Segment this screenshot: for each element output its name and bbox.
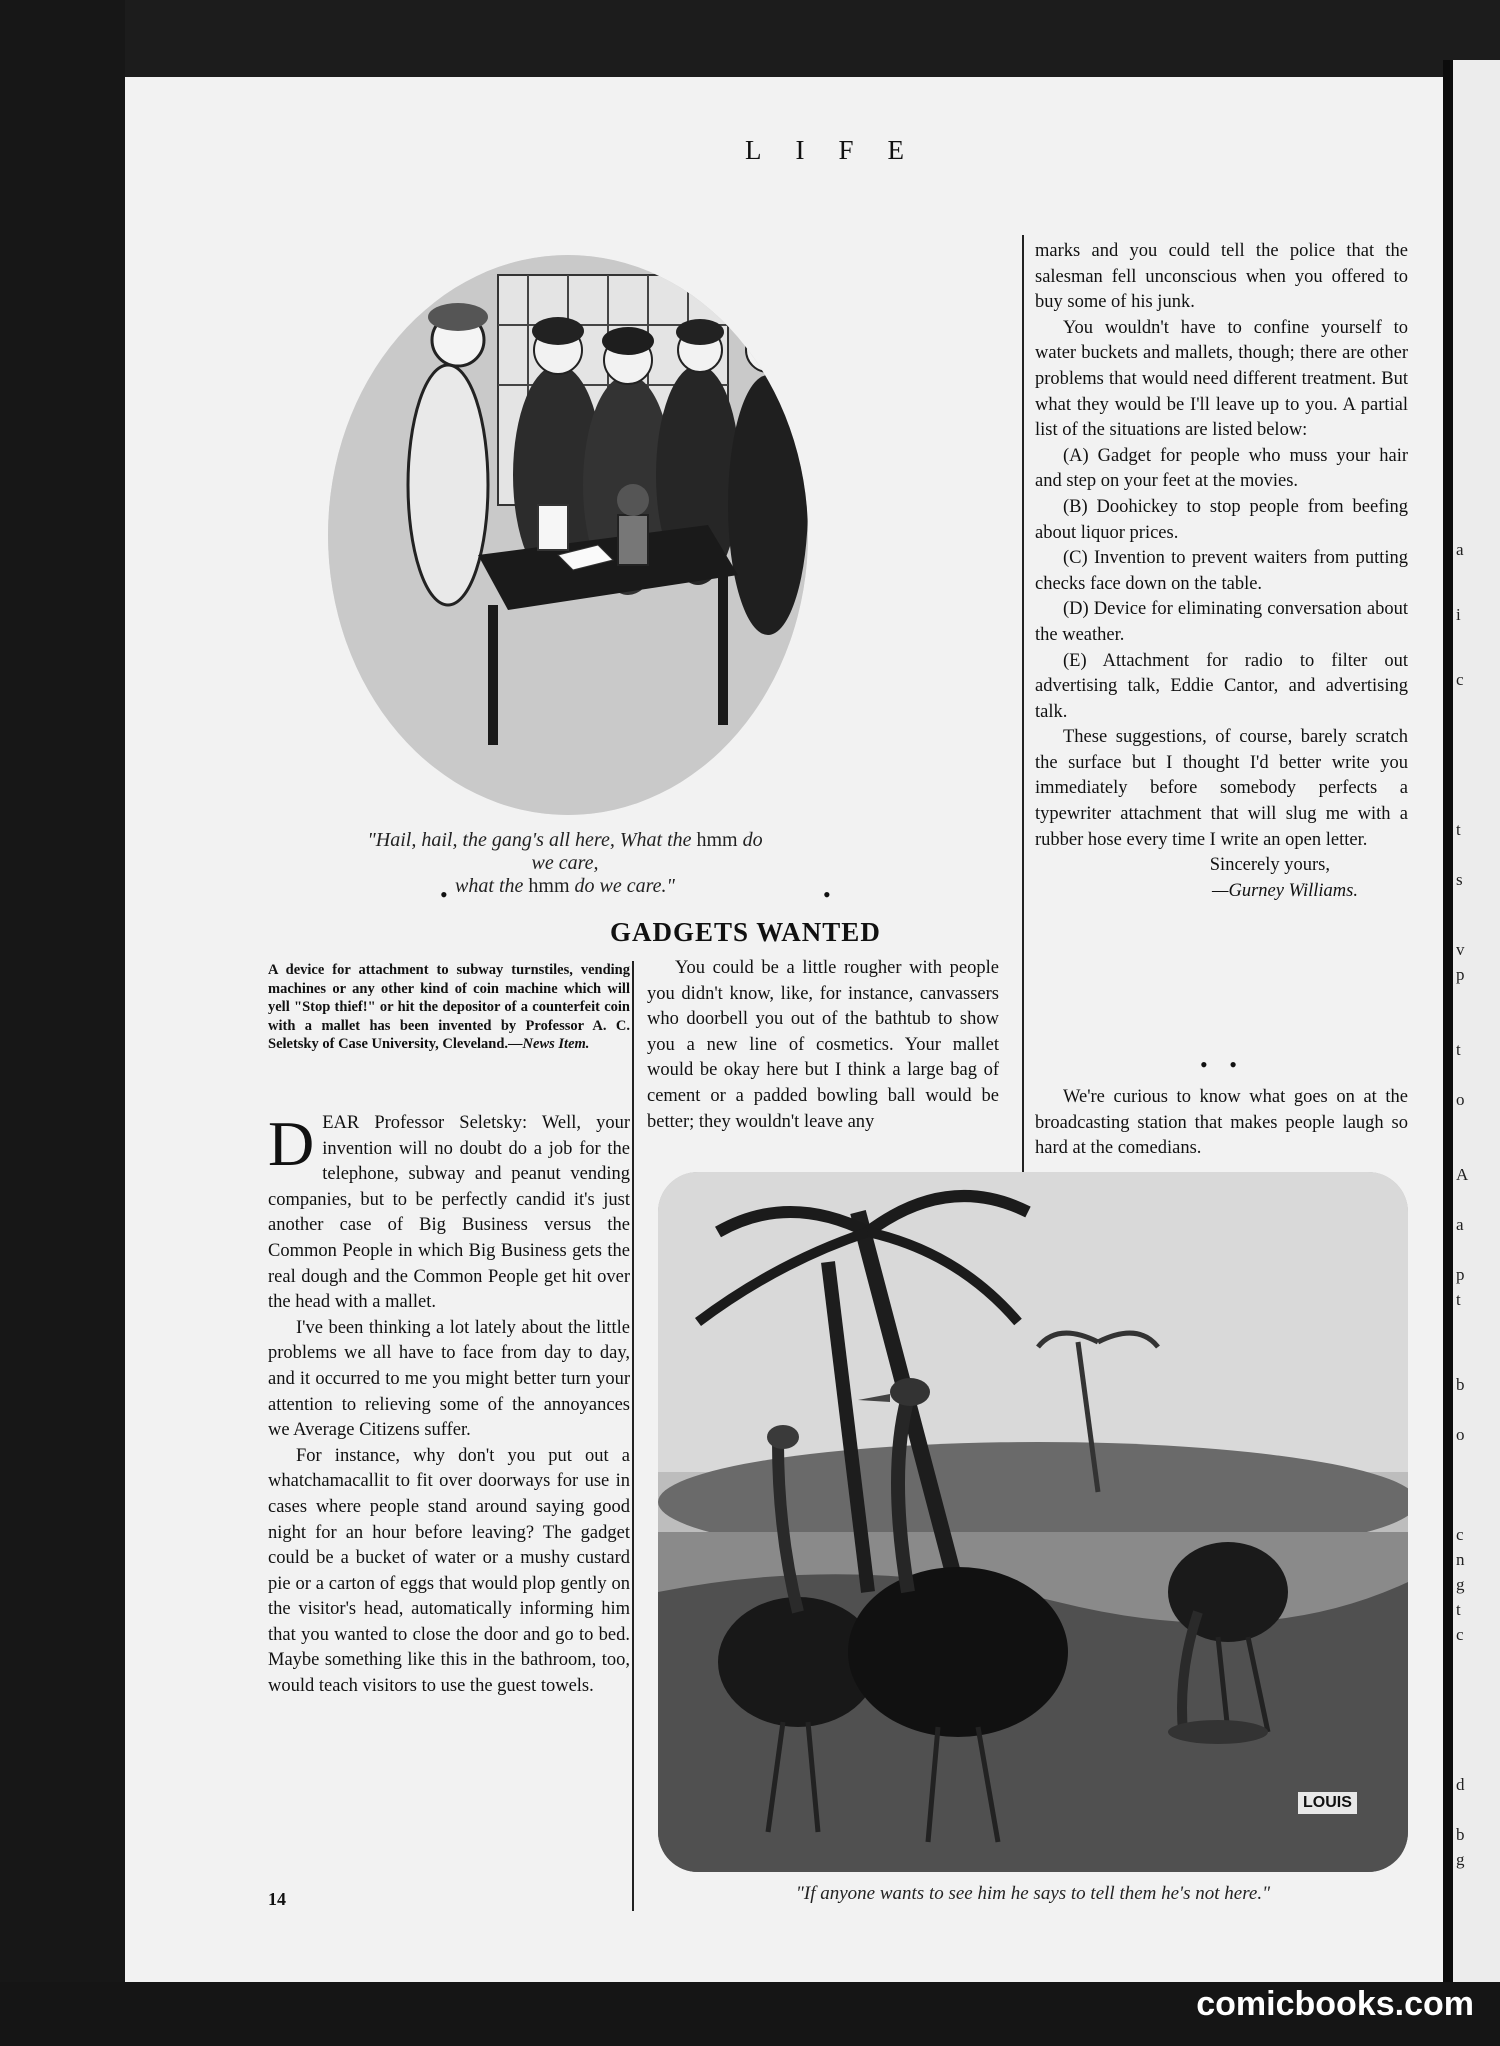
magazine-title: LIFE	[745, 135, 938, 165]
article-intro: A device for attachment to subway turnstiles, vending machines or any other kind of coin machine which will yell "Stop thief!" or hit the depositor of a counterfeit coin with a mallet has been invented by Professor A. C. Seletsky of Case University, Cleveland.—News Item.	[268, 962, 630, 1052]
ostrich-scene-drawing	[658, 1172, 1408, 1872]
caption-line1-b: hmm	[696, 829, 738, 851]
article-column-2	[647, 956, 999, 1135]
next-page-fragment: i	[1456, 605, 1461, 624]
next-page-fragment: o	[1456, 1090, 1465, 1109]
caption-line2-c: do we care."	[569, 875, 675, 897]
col3-list-d: (D) Device for eliminating conversation about the weather.	[1035, 599, 1408, 645]
next-page-fragment: t	[1456, 1600, 1461, 1619]
next-page-fragment: g	[1456, 1575, 1465, 1594]
drop-cap: D	[268, 1108, 315, 1179]
separator-bullets-col3: • •	[1200, 1052, 1245, 1077]
bottom-cartoon-caption: "If anyone wants to see him he says to tell them he's not here."	[795, 1883, 1271, 1904]
col3-list-a: (A) Gadget for people who muss your hair and step on your feet at the movies.	[1035, 445, 1408, 492]
col3-list-e: (E) Attachment for radio to filter out advertising talk, Eddie Cantor, and advertising talk.	[1035, 650, 1408, 722]
next-page-fragment: g	[1456, 1850, 1465, 1869]
next-page-fragment: t	[1456, 1040, 1461, 1059]
next-page-fragment: c	[1456, 670, 1464, 689]
col2-paragraph-1: You could be a little rougher with people you didn't know, like, for instance, canvassers who doorbell you out of the bathtub to show you a new line of cosmetics. Your mallet would be okay here but I think a large bag of cement or a padded bowling ball would be better; they wouldn't leave any	[647, 958, 999, 1132]
article-headline: GADGETS WANTED	[610, 917, 881, 947]
next-page-fragment: n	[1456, 1550, 1465, 1569]
separator-bullet-right: •	[823, 882, 831, 907]
article-column-3	[1035, 239, 1408, 904]
party-crowd-drawing	[328, 255, 808, 815]
col3-list-b: (B) Doohickey to stop people from beefing about liquor prices.	[1035, 496, 1408, 543]
intro-text: A device for attachment to subway turnstiles, vending machines or any other kind of coin machine which will yell "Stop thief!" or hit the depositor of a counterfeit coin with a mallet has been invented by Professor A. C. Seletsky of Case University, Cleveland.	[268, 962, 630, 1052]
next-page-fragment: A	[1456, 1165, 1469, 1184]
col1-paragraph-2: I've been thinking a lot lately about the little problems we all have to face from day to day, and it occurred to me you might better turn your attention to relieving some of the annoyances we Average Citizens suffer.	[268, 1317, 630, 1441]
next-page-fragment: p	[1456, 1265, 1465, 1284]
intro-source: News Item.	[522, 1036, 590, 1052]
column-rule-left	[632, 961, 634, 1911]
col3-paragraph-closing: These suggestions, of course, barely scratch the surface but I thought I'd better write you immediately before somebody perfects a typewriter attachment that will slug me with a rubber hose every time I write an open letter.	[1035, 727, 1408, 850]
next-page-fragment: p	[1456, 965, 1465, 984]
caption-line2-a: what the	[455, 875, 529, 897]
article-column-1	[268, 1108, 630, 1700]
next-page-fragment: d	[1456, 1775, 1465, 1794]
next-page-fragment: t	[1456, 820, 1461, 839]
next-page-fragment: a	[1456, 540, 1464, 559]
top-cartoon-caption	[355, 829, 775, 898]
col3-list-c: (C) Invention to prevent waiters from putting checks face down on the table.	[1035, 548, 1408, 594]
page-gutter	[1443, 60, 1453, 1990]
caption-line1-c: do we care,	[531, 829, 763, 874]
caption-line1-a: "Hail, hail, the gang's all here, What the	[367, 829, 697, 851]
scan-border-left	[0, 0, 125, 2046]
site-watermark: comicbooks.com	[1196, 1985, 1474, 2023]
magazine-page	[125, 77, 1443, 1982]
article-column-3-next	[1035, 1085, 1408, 1162]
bottom-cartoon-illustration	[658, 1172, 1408, 1872]
next-page-fragment: b	[1456, 1825, 1465, 1844]
author-signature: —Gurney Williams.	[1212, 880, 1358, 901]
next-page-fragment: c	[1456, 1625, 1464, 1644]
col3-next-paragraph: We're curious to know what goes on at the broadcasting station that makes people laugh so hard at the comedians.	[1035, 1087, 1408, 1159]
next-page-fragment: o	[1456, 1425, 1465, 1444]
next-page-fragment: a	[1456, 1215, 1464, 1234]
col1-paragraph-3: For instance, why don't you put out a whatchamacallit to fit over doorways for use in cases where people stand around saying good night for an hour before leaving? The gadget could be a bucket of water or a mushy custard pie or a carton of eggs that would plop gently on the visitor's head, automatically informing him that you wanted to close the door and go to bed. Maybe something like this in the bathroom, too, would teach visitors to use the guest towels.	[268, 1445, 630, 1697]
top-cartoon-illustration	[328, 255, 808, 815]
next-page-edge	[1453, 60, 1500, 1990]
next-page-fragment: s	[1456, 870, 1463, 889]
column-rule-right	[1022, 235, 1024, 1245]
next-page-fragment: t	[1456, 1290, 1461, 1309]
next-page-fragment: v	[1456, 940, 1465, 959]
col3-continued: marks and you could tell the police that the salesman fell unconscious when you offered to buy some of his junk.	[1035, 241, 1408, 313]
caption-line2-b: hmm	[528, 875, 570, 897]
col3-paragraph-1: You wouldn't have to confine yourself to water buckets and mallets, though; there are other problems that would need different treatment. But what they would be I'll leave up to you. A partial list of the situations are listed below:	[1035, 317, 1408, 441]
next-page-fragment: c	[1456, 1525, 1464, 1544]
cartoonist-signature: LOUIS	[1298, 1792, 1357, 1814]
page-number: 14	[268, 1889, 286, 1909]
closing-salutation: Sincerely yours,	[1209, 855, 1330, 876]
col1-paragraph-1: EAR Professor Seletsky: Well, your invention will no doubt do a job for the telephone, subway and peanut vending companies, but to be perfectly candid it's just another case of Big Business versus the Common People in which Big Business gets the real dough and the Common People get hit over the head with a mallet.	[268, 1113, 630, 1313]
separator-bullet-left: •	[440, 882, 448, 907]
next-page-fragment: b	[1456, 1375, 1465, 1394]
